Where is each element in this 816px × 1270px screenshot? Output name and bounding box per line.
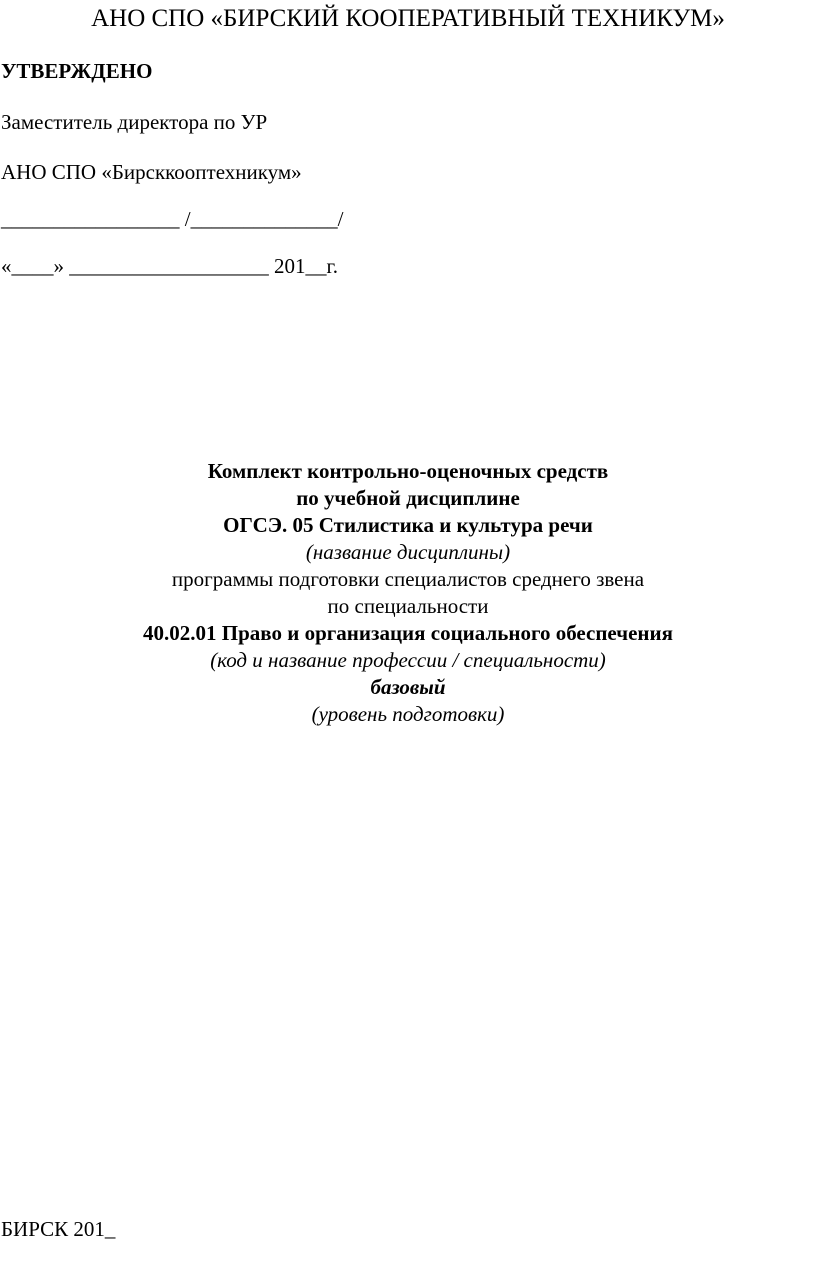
organization-header: АНО СПО «БИРСКИЙ КООПЕРАТИВНЫЙ ТЕХНИКУМ» — [91, 5, 725, 32]
signature-line: _________________ /______________/ — [1, 207, 344, 231]
specialty-label: по специальности — [327, 594, 489, 618]
program-line: программы подготовки специалистов среднего звена — [171, 567, 645, 591]
title-block — [0, 458, 816, 728]
title-line-2: по учебной дисциплине — [296, 486, 520, 510]
training-level: базовый — [370, 675, 446, 699]
discipline-name: ОГСЭ. 05 Стилистика и культура речи — [223, 513, 593, 537]
date-line: «____» ___________________ 201__г. — [1, 254, 338, 278]
place-year: БИРСК 201_ — [1, 1217, 116, 1241]
discipline-note: (название дисциплины) — [305, 540, 511, 564]
title-line-1: Комплект контрольно-оценочных средств — [207, 459, 609, 483]
specialty-note: (код и название профессии / специальности) — [210, 648, 606, 672]
approver-position: Заместитель директора по УР — [1, 110, 268, 134]
approver-organization: АНО СПО «Бирсккооптехникум» — [1, 160, 302, 184]
approval-title: УТВЕРЖДЕНО — [1, 59, 153, 83]
specialty-name: 40.02.01 Право и организация социального обеспечения — [143, 621, 673, 645]
training-level-note: (уровень подготовки) — [311, 702, 505, 726]
